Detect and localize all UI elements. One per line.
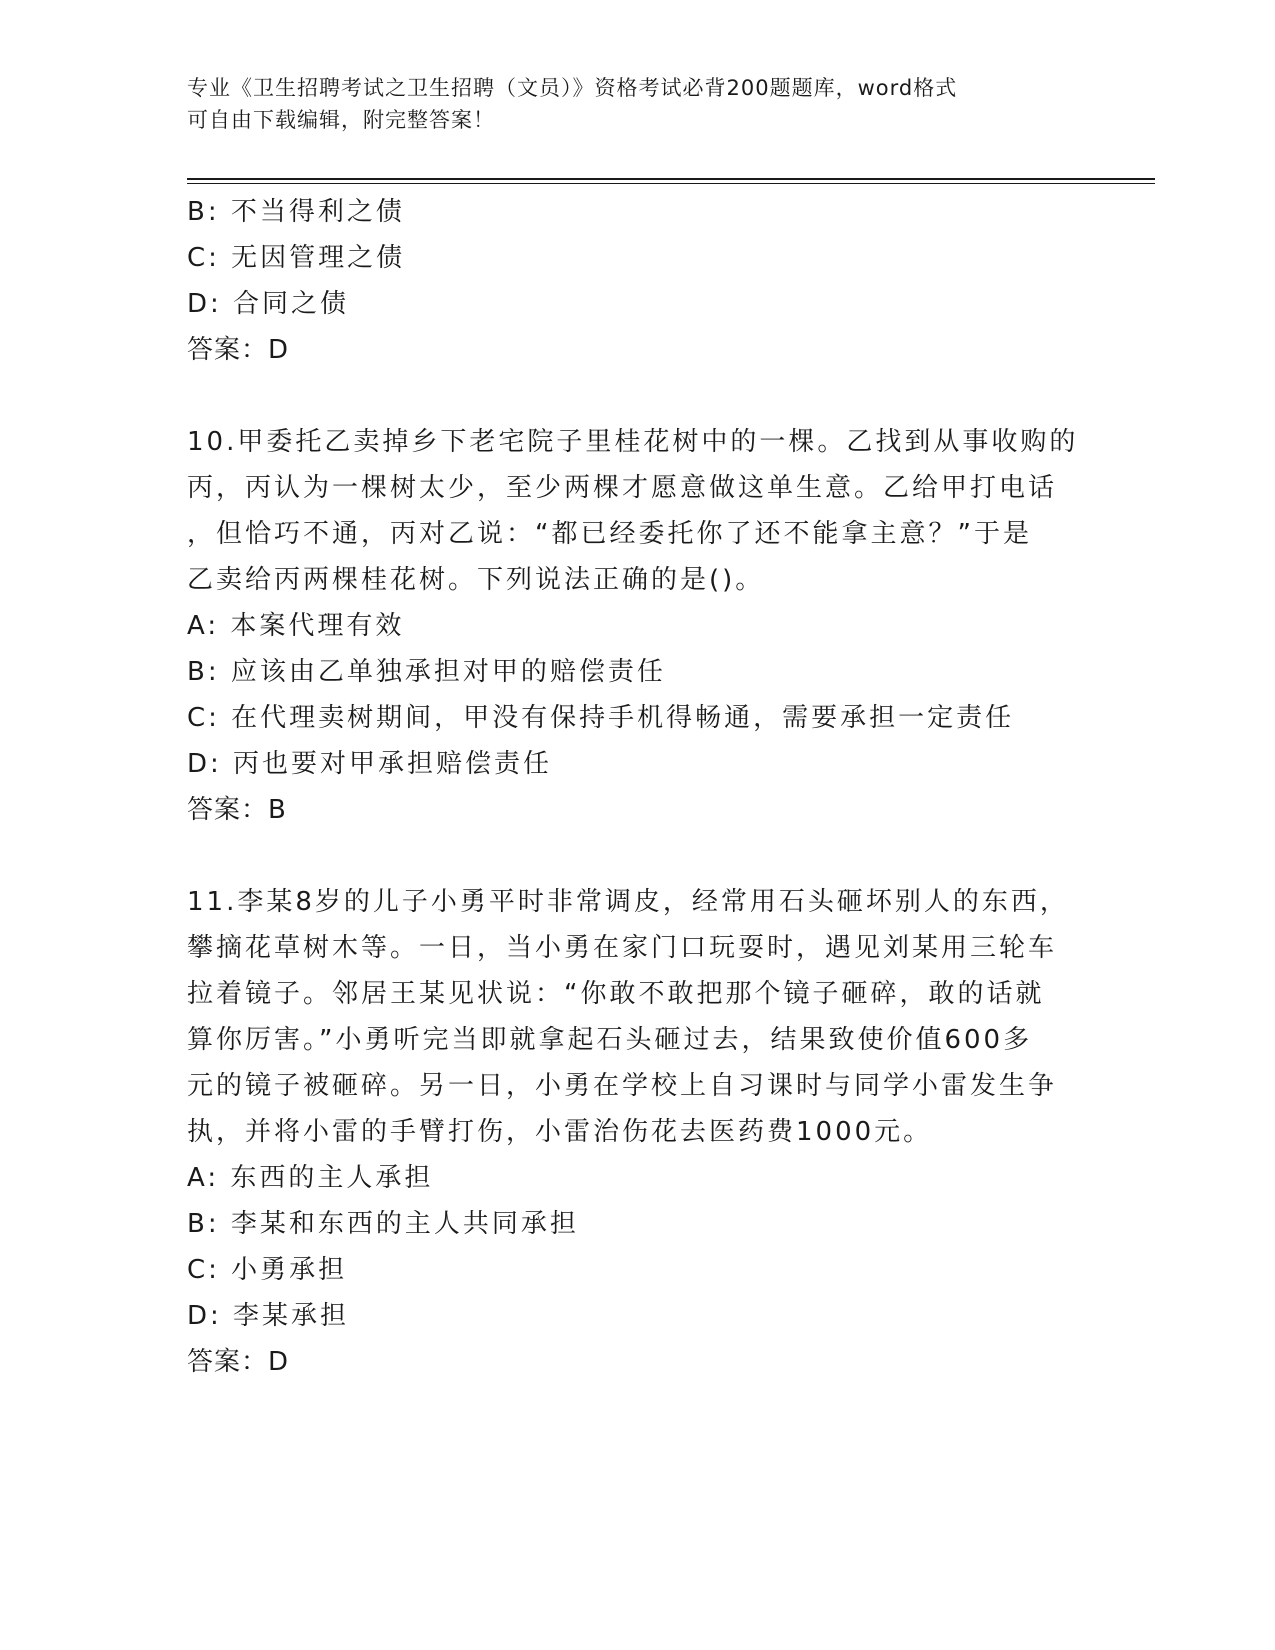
- question-text-line: 拉着镜子。邻居王某见状说：“你敢不敢把那个镜子砸碎，敢的话就: [187, 979, 1045, 1009]
- question-11: [187, 879, 1147, 1385]
- option-c: C: 无因管理之债: [187, 243, 406, 273]
- question-text-line: 执，并将小雷的手臂打伤，小雷治伤花去医药费1000元。: [187, 1117, 933, 1147]
- document-header: [187, 72, 1087, 136]
- question-text-line: 算你厉害。”小勇听完当即就拿起石头砸过去，结果致使价值600多: [187, 1025, 1033, 1055]
- question-text-line: 丙，丙认为一棵树太少，至少两棵才愿意做这单生意。乙给甲打电话: [187, 473, 1058, 503]
- option-a: A: 东西的主人承担: [187, 1163, 434, 1193]
- option-c: C: 在代理卖树期间，甲没有保持手机得畅通，需要承担一定责任: [187, 703, 1015, 733]
- question-text-line: 11.李某8岁的儿子小勇平时非常调皮，经常用石头砸坏别人的东西，: [187, 887, 1069, 917]
- option-b: B: 李某和东西的主人共同承担: [187, 1209, 579, 1239]
- option-d: D: 丙也要对甲承担赔偿责任: [187, 749, 553, 779]
- answer: 答案：B: [187, 795, 287, 825]
- header-line-1: 专业《卫生招聘考试之卫生招聘（文员）》资格考试必背200题题库，word格式: [187, 76, 958, 100]
- header-line-2: 可自由下载编辑，附完整答案！: [187, 108, 495, 132]
- option-a: A: 本案代理有效: [187, 611, 405, 641]
- option-d: D: 李某承担: [187, 1301, 350, 1331]
- question-text-line: 10.甲委托乙卖掉乡下老宅院子里桂花树中的一棵。乙找到从事收购的: [187, 427, 1079, 457]
- header-divider: [187, 178, 1155, 184]
- spacer: [187, 373, 1147, 419]
- document-body: [187, 189, 1147, 1385]
- option-d: D: 合同之债: [187, 289, 350, 319]
- question-10: [187, 419, 1147, 833]
- question-text-line: 元的镜子被砸碎。另一日，小勇在学校上自习课时与同学小雷发生争: [187, 1071, 1058, 1101]
- question-9-tail: [187, 189, 1147, 373]
- answer: 答案：D: [187, 1347, 290, 1377]
- option-b: B: 不当得利之债: [187, 197, 405, 227]
- option-c: C: 小勇承担: [187, 1255, 348, 1285]
- answer: 答案：D: [187, 335, 290, 365]
- option-b: B: 应该由乙单独承担对甲的赔偿责任: [187, 657, 666, 687]
- question-text-line: 乙卖给丙两棵桂花树。下列说法正确的是()。: [187, 565, 765, 595]
- question-text-line: 攀摘花草树木等。一日，当小勇在家门口玩耍时，遇见刘某用三轮车: [187, 933, 1058, 963]
- question-text-line: ，但恰巧不通，丙对乙说：“都已经委托你了还不能拿主意？”于是: [187, 519, 1032, 549]
- spacer: [187, 833, 1147, 879]
